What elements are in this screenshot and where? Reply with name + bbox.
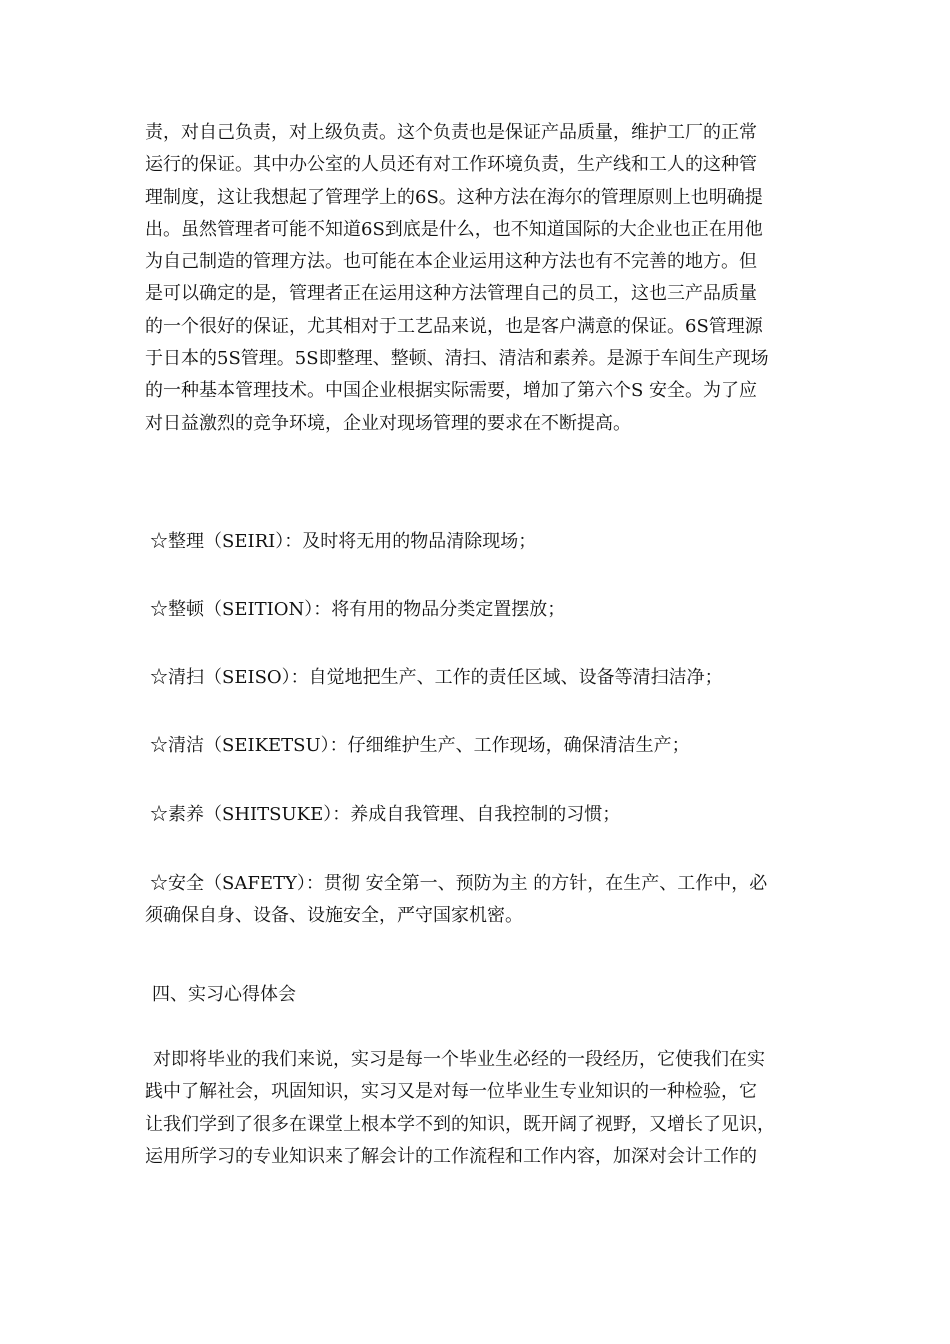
text-line: 是可以确定的是，管理者正在运用这种方法管理自己的员工，这也三产品质量 — [145, 283, 757, 305]
text-line: 的一个很好的保证，尤其相对于工艺品来说，也是客户满意的保证。6S管理源 — [145, 315, 763, 337]
text-line: 运行的保证。其中办公室的人员还有对工作环境负责，生产线和工人的这种管 — [145, 154, 757, 176]
text-line: 让我们学到了很多在课堂上根本学不到的知识，既开阔了视野，又增长了见识， — [145, 1113, 775, 1135]
bullet-item-shitsuke — [150, 799, 820, 831]
bullet-text: ☆清扫（SEISO）：自觉地把生产、工作的责任区域、设备等清扫洁净； — [150, 667, 723, 688]
text-line: 践中了解社会，巩固知识，实习又是对每一位毕业生专业知识的一种检验，它 — [145, 1081, 757, 1103]
paragraph-internship-reflection — [145, 1044, 815, 1173]
bullet-item-seiton — [150, 594, 820, 626]
bullet-item-seiketsu — [150, 730, 820, 762]
text-line: 对即将毕业的我们来说，实习是每一个毕业生必经的一段经历，它使我们在实 — [153, 1049, 765, 1070]
bullet-text: ☆清洁（SEIKETSU）：仔细维护生产、工作现场，确保清洁生产； — [150, 735, 690, 756]
bullet-item-seiso — [150, 662, 820, 694]
text-line: 的一种基本管理技术。中国企业根据实际需要，增加了第六个S 安全。为了应 — [145, 380, 758, 402]
text-line: 出。虽然管理者可能不知道6S到底是什么，也不知道国际的大企业也正在用他 — [145, 218, 763, 240]
section-heading — [152, 979, 822, 1011]
bullet-item-seiri — [150, 526, 820, 558]
text-line: 为自己制造的管理方法。也可能在本企业运用这种方法也有不完善的地方。但 — [145, 251, 757, 273]
bullet-text: ☆整理（SEIRI）：及时将无用的物品清除现场； — [150, 531, 537, 552]
text-line: 于日本的5S管理。5S即整理、整顿、清扫、清洁和素养。是源于车间生产现场 — [145, 348, 769, 370]
bullet-text: ☆素养（SHITSUKE）：养成自我管理、自我控制的习惯； — [150, 804, 621, 825]
bullet-item-safety — [145, 868, 820, 933]
bullet-text: ☆整顿（SEITION）：将有用的物品分类定置摆放； — [150, 599, 566, 620]
text-line: 对日益激烈的竞争环境，企业对现场管理的要求在不断提高。 — [145, 412, 631, 434]
text-line: 理制度，这让我想起了管理学上的6S。这种方法在海尔的管理原则上也明确提 — [145, 186, 763, 208]
bullet-text-continued: 须确保自身、设备、设施安全，严守国家机密。 — [145, 905, 523, 927]
bullet-text: ☆安全（SAFETY）：贯彻 安全第一、预防为主 的方针，在生产、工作中，必 — [150, 873, 768, 894]
section-heading-text: 四、实习心得体会 — [152, 984, 296, 1005]
text-line: 责，对自己负责，对上级负责。这个负责也是保证产品质量，维护工厂的正常 — [145, 122, 757, 143]
paragraph-6s-management — [145, 117, 815, 440]
text-line: 运用所学习的专业知识来了解会计的工作流程和工作内容，加深对会计工作的 — [145, 1145, 757, 1167]
